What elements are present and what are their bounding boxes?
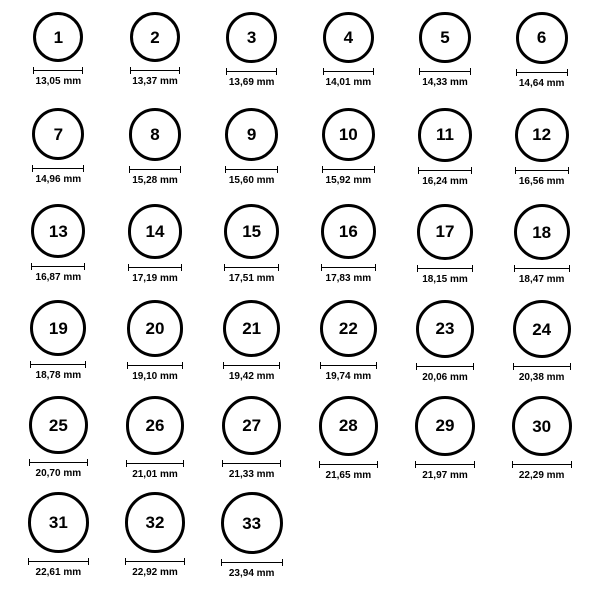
measure-tick-left <box>323 68 324 75</box>
measure-tick-left <box>223 362 224 369</box>
measure-tick-right <box>377 461 378 468</box>
measure-line <box>516 72 568 73</box>
measure-tick-right <box>373 68 374 75</box>
measure-tick-right <box>278 264 279 271</box>
measure-tick-right <box>470 68 471 75</box>
diameter-measure-bar <box>31 263 85 270</box>
ring-circle <box>221 492 283 554</box>
diameter-measure-bar <box>512 461 572 468</box>
measure-line <box>417 268 473 269</box>
diameter-measure-bar <box>226 68 277 75</box>
measure-tick-right <box>472 265 473 272</box>
ring-size-label: 13 <box>48 221 68 241</box>
measure-tick-left <box>417 265 418 272</box>
diameter-measure-bar <box>33 67 83 74</box>
diameter-measure-bar <box>419 68 470 75</box>
ring-circle <box>125 492 186 553</box>
measure-line <box>512 464 572 465</box>
measure-tick-left <box>129 166 130 173</box>
measure-tick-right <box>474 461 475 468</box>
measure-line <box>415 464 475 465</box>
measure-line <box>515 170 569 171</box>
measure-line <box>223 365 280 366</box>
diameter-measure-bar <box>29 459 87 466</box>
measure-tick-right <box>82 67 83 74</box>
diameter-measure-bar <box>221 559 283 566</box>
ring-size-label: 30 <box>532 416 552 436</box>
ring-circle <box>224 204 279 259</box>
ring-cell <box>397 108 494 204</box>
diameter-measure-bar <box>129 166 182 173</box>
ring-diameter-text: 20,38 mm <box>518 372 565 384</box>
ring-size-label: 24 <box>532 319 552 339</box>
ring-cell <box>107 204 204 300</box>
measure-tick-left <box>416 363 417 370</box>
ring-diameter-text: 16,56 mm <box>518 175 565 187</box>
ring-cell <box>107 300 204 396</box>
measure-tick-left <box>130 67 131 74</box>
measure-line <box>222 463 281 464</box>
ring-circle <box>130 12 180 62</box>
ring-cell <box>203 492 300 588</box>
ring-size-label: 21 <box>242 319 262 338</box>
ring-diameter-text: 19,10 mm <box>132 370 178 382</box>
ring-circle <box>28 492 89 553</box>
measure-tick-right <box>280 460 281 467</box>
measure-tick-right <box>182 362 183 369</box>
ring-diameter-text: 17,83 mm <box>325 273 372 285</box>
ring-diameter-text: 16,24 mm <box>422 175 468 187</box>
ring-cell <box>10 396 107 492</box>
ring-cell <box>107 12 204 108</box>
ring-cell <box>300 396 397 492</box>
measure-tick-left <box>30 361 31 368</box>
diameter-measure-bar <box>415 461 475 468</box>
ring-cell <box>397 396 494 492</box>
measure-tick-left <box>516 69 517 76</box>
ring-diameter-text: 20,70 mm <box>35 468 82 480</box>
ring-size-label: 4 <box>343 28 354 48</box>
ring-circle <box>322 108 375 161</box>
measure-line <box>224 267 279 268</box>
ring-diameter-text: 17,19 mm <box>132 272 178 284</box>
ring-circle <box>127 300 184 357</box>
ring-cell <box>107 492 204 588</box>
diameter-measure-bar <box>130 67 180 74</box>
diameter-measure-bar <box>225 166 278 173</box>
ring-diameter-text: 16,87 mm <box>35 272 82 284</box>
ring-cell <box>300 108 397 204</box>
diameter-measure-bar <box>30 361 86 368</box>
ring-diameter-text: 14,01 mm <box>325 77 372 89</box>
ring-circle <box>30 300 86 356</box>
ring-diameter-text: 14,96 mm <box>35 174 82 186</box>
ring-size-label: 16 <box>338 222 358 242</box>
measure-line <box>514 268 570 269</box>
diameter-measure-bar <box>32 165 84 172</box>
measure-tick-right <box>567 69 568 76</box>
measure-line <box>416 366 474 367</box>
ring-cell <box>397 12 494 108</box>
diameter-measure-bar <box>515 167 569 174</box>
ring-cell <box>300 300 397 396</box>
ring-size-label: 22 <box>338 319 358 339</box>
ring-diameter-text: 15,60 mm <box>228 174 275 186</box>
measure-line <box>319 464 379 465</box>
measure-tick-right <box>85 361 86 368</box>
measure-tick-right <box>570 363 571 370</box>
ring-diameter-text: 15,28 mm <box>132 174 178 186</box>
measure-tick-left <box>222 460 223 467</box>
ring-circle <box>225 108 278 161</box>
ring-size-label: 12 <box>532 125 552 145</box>
measure-tick-right <box>374 166 375 173</box>
measure-tick-left <box>29 459 30 466</box>
ring-size-label: 14 <box>145 221 165 241</box>
measure-tick-left <box>322 166 323 173</box>
ring-cell <box>107 108 204 204</box>
measure-tick-left <box>221 559 222 566</box>
ring-size-label: 5 <box>440 28 450 48</box>
ring-diameter-text: 13,69 mm <box>228 76 275 88</box>
ring-size-label: 18 <box>532 222 552 242</box>
ring-circle <box>33 12 83 62</box>
measure-tick-right <box>471 167 472 174</box>
measure-tick-left <box>514 265 515 272</box>
ring-circle <box>129 108 182 161</box>
diameter-measure-bar <box>323 68 374 75</box>
ring-size-label: 26 <box>145 415 165 435</box>
ring-diameter-text: 13,37 mm <box>132 76 178 88</box>
ring-circle <box>512 396 572 456</box>
measure-line <box>513 366 571 367</box>
ring-cell <box>300 204 397 300</box>
measure-tick-left <box>31 263 32 270</box>
ring-size-label: 28 <box>338 416 358 436</box>
ring-size-label: 10 <box>338 125 358 145</box>
ring-circle <box>417 204 473 260</box>
measure-tick-left <box>320 362 321 369</box>
ring-circle <box>419 12 470 63</box>
measure-line <box>419 71 470 72</box>
diameter-measure-bar <box>126 460 185 467</box>
ring-circle <box>319 396 379 456</box>
measure-tick-right <box>375 264 376 271</box>
ring-circle <box>222 396 281 455</box>
diameter-measure-bar <box>417 265 473 272</box>
measure-tick-right <box>569 265 570 272</box>
ring-diameter-text: 19,42 mm <box>228 371 275 382</box>
ring-diameter-text: 21,33 mm <box>228 469 275 481</box>
measure-tick-right <box>277 166 278 173</box>
ring-circle <box>32 108 84 160</box>
measure-tick-left <box>125 558 126 565</box>
ring-circle <box>320 300 377 357</box>
measure-tick-left <box>418 167 419 174</box>
ring-size-label: 27 <box>242 416 262 436</box>
ring-cell <box>397 300 494 396</box>
ring-cell <box>107 396 204 492</box>
ring-cell <box>493 12 590 108</box>
ring-cell <box>203 396 300 492</box>
measure-line <box>225 169 278 170</box>
ring-diameter-text: 22,61 mm <box>35 566 82 578</box>
ring-circle <box>415 396 475 456</box>
ring-circle <box>31 204 85 258</box>
ring-circle <box>29 396 87 454</box>
measure-tick-right <box>568 167 569 174</box>
measure-tick-left <box>224 264 225 271</box>
ring-cell <box>300 12 397 108</box>
measure-tick-left <box>419 68 420 75</box>
ring-diameter-text: 23,94 mm <box>228 568 275 579</box>
measure-tick-left <box>513 363 514 370</box>
ring-diameter-text: 19,74 mm <box>325 371 372 383</box>
ring-diameter-text: 14,33 mm <box>422 77 468 89</box>
ring-circle <box>515 108 569 162</box>
ring-size-label: 33 <box>242 513 262 533</box>
diameter-measure-bar <box>224 264 279 271</box>
diameter-measure-bar <box>128 264 183 271</box>
measure-tick-left <box>128 264 129 271</box>
diameter-measure-bar <box>516 69 568 76</box>
ring-diameter-text: 15,92 mm <box>325 175 372 187</box>
ring-circle <box>321 204 376 259</box>
ring-cell <box>493 108 590 204</box>
measure-tick-left <box>126 460 127 467</box>
measure-line <box>221 562 283 563</box>
measure-tick-left <box>32 165 33 172</box>
ring-size-label: 7 <box>53 124 64 144</box>
measure-line <box>31 266 85 267</box>
measure-line <box>32 168 84 169</box>
measure-line <box>320 365 377 366</box>
measure-tick-left <box>512 461 513 468</box>
ring-diameter-text: 13,05 mm <box>35 76 82 87</box>
measure-line <box>321 267 376 268</box>
ring-circle <box>223 300 280 357</box>
measure-tick-left <box>127 362 128 369</box>
ring-diameter-text: 18,78 mm <box>35 370 82 382</box>
measure-tick-left <box>321 264 322 271</box>
measure-tick-left <box>225 166 226 173</box>
measure-line <box>128 267 183 268</box>
diameter-measure-bar <box>127 362 184 369</box>
ring-size-label: 2 <box>150 27 160 47</box>
measure-line <box>28 561 89 562</box>
ring-size-label: 23 <box>435 319 455 339</box>
measure-tick-right <box>473 363 474 370</box>
ring-size-label: 19 <box>48 318 68 338</box>
measure-tick-right <box>183 460 184 467</box>
ring-circle <box>416 300 474 358</box>
measure-line <box>127 365 184 366</box>
measure-line <box>323 71 374 72</box>
measure-line <box>322 169 375 170</box>
ring-cell <box>493 396 590 492</box>
ring-size-label: 1 <box>53 27 64 47</box>
measure-line <box>33 70 83 71</box>
measure-tick-right <box>184 558 185 565</box>
measure-tick-left <box>415 461 416 468</box>
measure-tick-left <box>515 167 516 174</box>
ring-diameter-text: 18,47 mm <box>518 274 565 285</box>
ring-size-label: 15 <box>242 221 262 241</box>
diameter-measure-bar <box>319 461 379 468</box>
ring-diameter-text: 21,97 mm <box>422 469 468 481</box>
diameter-measure-bar <box>320 362 377 369</box>
ring-size-label: 9 <box>246 124 257 144</box>
ring-diameter-text: 22,92 mm <box>132 566 178 578</box>
ring-size-label: 8 <box>150 124 160 144</box>
measure-tick-right <box>84 263 85 270</box>
measure-line <box>129 169 182 170</box>
ring-size-label: 29 <box>435 416 455 436</box>
ring-cell <box>10 108 107 204</box>
measure-line <box>30 364 86 365</box>
diameter-measure-bar <box>321 264 376 271</box>
ring-circle <box>513 300 571 358</box>
measure-tick-left <box>33 67 34 74</box>
ring-circle <box>226 12 277 63</box>
ring-circle <box>418 108 472 162</box>
diameter-measure-bar <box>28 558 89 565</box>
ring-cell <box>493 204 590 300</box>
measure-tick-left <box>28 558 29 565</box>
ring-circle <box>323 12 374 63</box>
diameter-measure-bar <box>514 265 570 272</box>
ring-diameter-text: 21,65 mm <box>325 469 372 481</box>
ring-cell <box>10 12 107 108</box>
ring-cell <box>203 204 300 300</box>
measure-tick-right <box>282 559 283 566</box>
ring-circle <box>514 204 570 260</box>
ring-size-label: 3 <box>246 27 257 47</box>
ring-cell <box>10 204 107 300</box>
ring-cell <box>203 300 300 396</box>
ring-cell <box>10 300 107 396</box>
measure-tick-right <box>181 264 182 271</box>
diameter-measure-bar <box>322 166 375 173</box>
ring-size-label: 20 <box>145 318 165 338</box>
ring-size-label: 6 <box>536 28 547 48</box>
measure-tick-left <box>319 461 320 468</box>
ring-diameter-text: 22,29 mm <box>518 470 565 482</box>
ring-size-label: 17 <box>435 222 455 242</box>
diameter-measure-bar <box>513 363 571 370</box>
measure-line <box>126 463 185 464</box>
ring-diameter-text: 20,06 mm <box>422 371 468 383</box>
measure-tick-right <box>276 68 277 75</box>
ring-diameter-text: 14,64 mm <box>518 77 565 89</box>
measure-tick-right <box>88 558 89 565</box>
measure-tick-right <box>87 459 88 466</box>
diameter-measure-bar <box>223 362 280 369</box>
ring-size-label: 25 <box>48 415 68 435</box>
ring-cell <box>10 492 107 588</box>
ring-circle <box>128 204 183 259</box>
ring-size-label: 11 <box>435 125 454 145</box>
measure-line <box>130 70 180 71</box>
measure-line <box>125 561 186 562</box>
ring-cell <box>203 12 300 108</box>
measure-tick-right <box>180 166 181 173</box>
ring-circle <box>516 12 568 64</box>
measure-tick-right <box>571 461 572 468</box>
ring-cell <box>493 300 590 396</box>
measure-line <box>226 71 277 72</box>
measure-tick-right <box>179 67 180 74</box>
diameter-measure-bar <box>125 558 186 565</box>
measure-tick-right <box>279 362 280 369</box>
ring-cell <box>397 204 494 300</box>
ring-cell <box>203 108 300 204</box>
measure-line <box>418 170 472 171</box>
measure-line <box>29 462 87 463</box>
measure-tick-right <box>83 165 84 172</box>
ring-size-label: 31 <box>48 512 68 532</box>
ring-diameter-text: 21,01 mm <box>132 468 178 480</box>
ring-diameter-text: 17,51 mm <box>228 272 275 284</box>
diameter-measure-bar <box>416 363 474 370</box>
diameter-measure-bar <box>222 460 281 467</box>
diameter-measure-bar <box>418 167 472 174</box>
measure-tick-right <box>376 362 377 369</box>
ring-size-label: 32 <box>145 512 165 532</box>
ring-diameter-text: 18,15 mm <box>422 273 468 285</box>
ring-circle <box>126 396 185 455</box>
measure-tick-left <box>226 68 227 75</box>
